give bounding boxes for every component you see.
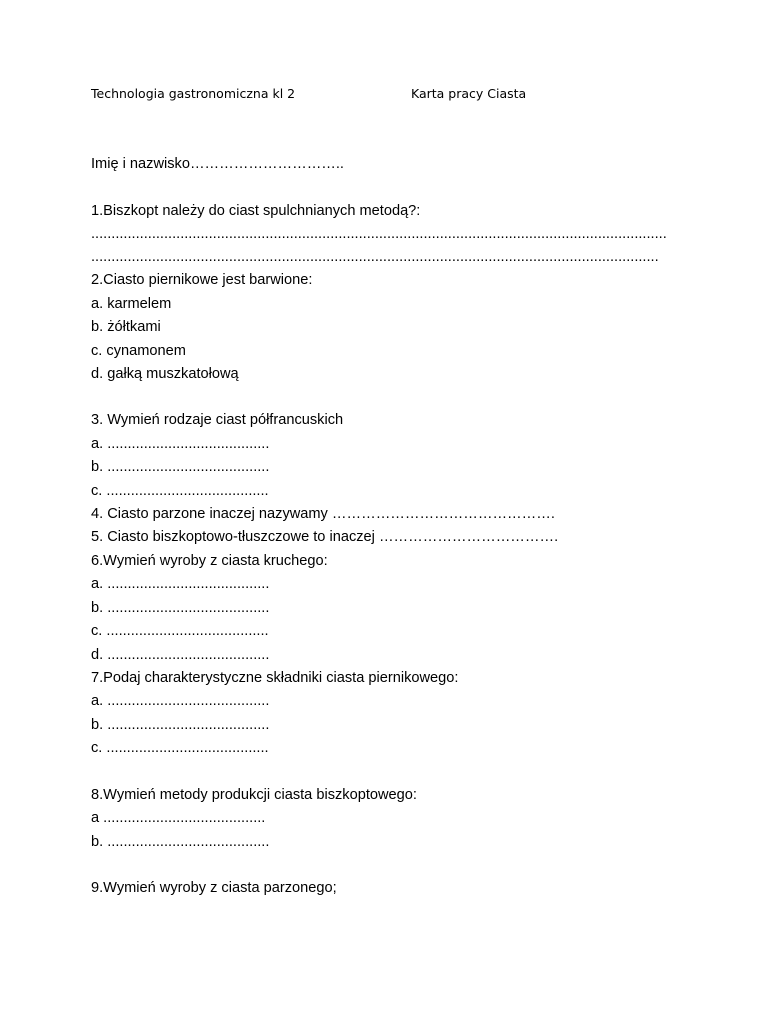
question-6-answer: a. ........................................ — [91, 576, 270, 592]
question-2-option: a. karmelem — [91, 296, 172, 312]
question-2-option: c. cynamonem — [91, 343, 186, 359]
question-3: 3. Wymień rodzaje ciast półfrancuskich — [91, 412, 344, 428]
name-field: Imię i nazwisko………………………….. — [91, 156, 344, 172]
question-1-answer-line: .............................................................................................................................................. — [91, 226, 667, 242]
subject-title: Technologia gastronomiczna kl 2 — [91, 86, 296, 101]
question-8-answer: b. ........................................ — [91, 834, 270, 850]
question-2-option: b. żółtkami — [91, 319, 161, 335]
question-7-answer: c. ........................................ — [91, 740, 269, 756]
question-6-answer: b. ........................................ — [91, 600, 270, 616]
worksheet-title: Karta pracy Ciasta — [411, 86, 527, 101]
page-header — [91, 86, 691, 106]
question-6: 6.Wymień wyroby z ciasta kruchego: — [91, 553, 328, 569]
question-8-answer: a ........................................ — [91, 810, 266, 826]
question-6-answer: c. ........................................ — [91, 623, 269, 639]
question-2: 2.Ciasto piernikowe jest barwione: — [91, 272, 313, 288]
question-7: 7.Podaj charakterystyczne składniki ciasta piernikowego: — [91, 670, 459, 686]
question-7-answer: a. ........................................ — [91, 693, 270, 709]
question-1: 1.Biszkopt należy do ciast spulchnianych metodą?: — [91, 203, 421, 219]
question-5: 5. Ciasto biszkoptowo-tłuszczowe to inaczej ………………………………. — [91, 529, 559, 545]
question-3-answer: a. ........................................ — [91, 436, 270, 452]
question-6-answer: d. ........................................ — [91, 647, 270, 663]
question-9: 9.Wymień wyroby z ciasta parzonego; — [91, 880, 337, 896]
question-7-answer: b. ........................................ — [91, 717, 270, 733]
question-1-answer-line: ............................................................................................................................................ — [91, 249, 659, 265]
question-3-answer: b. ........................................ — [91, 459, 270, 475]
question-3-answer: c. ........................................ — [91, 483, 269, 499]
question-2-option: d. gałką muszkatołową — [91, 366, 239, 382]
question-8: 8.Wymień metody produkcji ciasta biszkoptowego: — [91, 787, 417, 803]
question-4: 4. Ciasto parzone inaczej nazywamy ………………………………………. — [91, 506, 555, 522]
